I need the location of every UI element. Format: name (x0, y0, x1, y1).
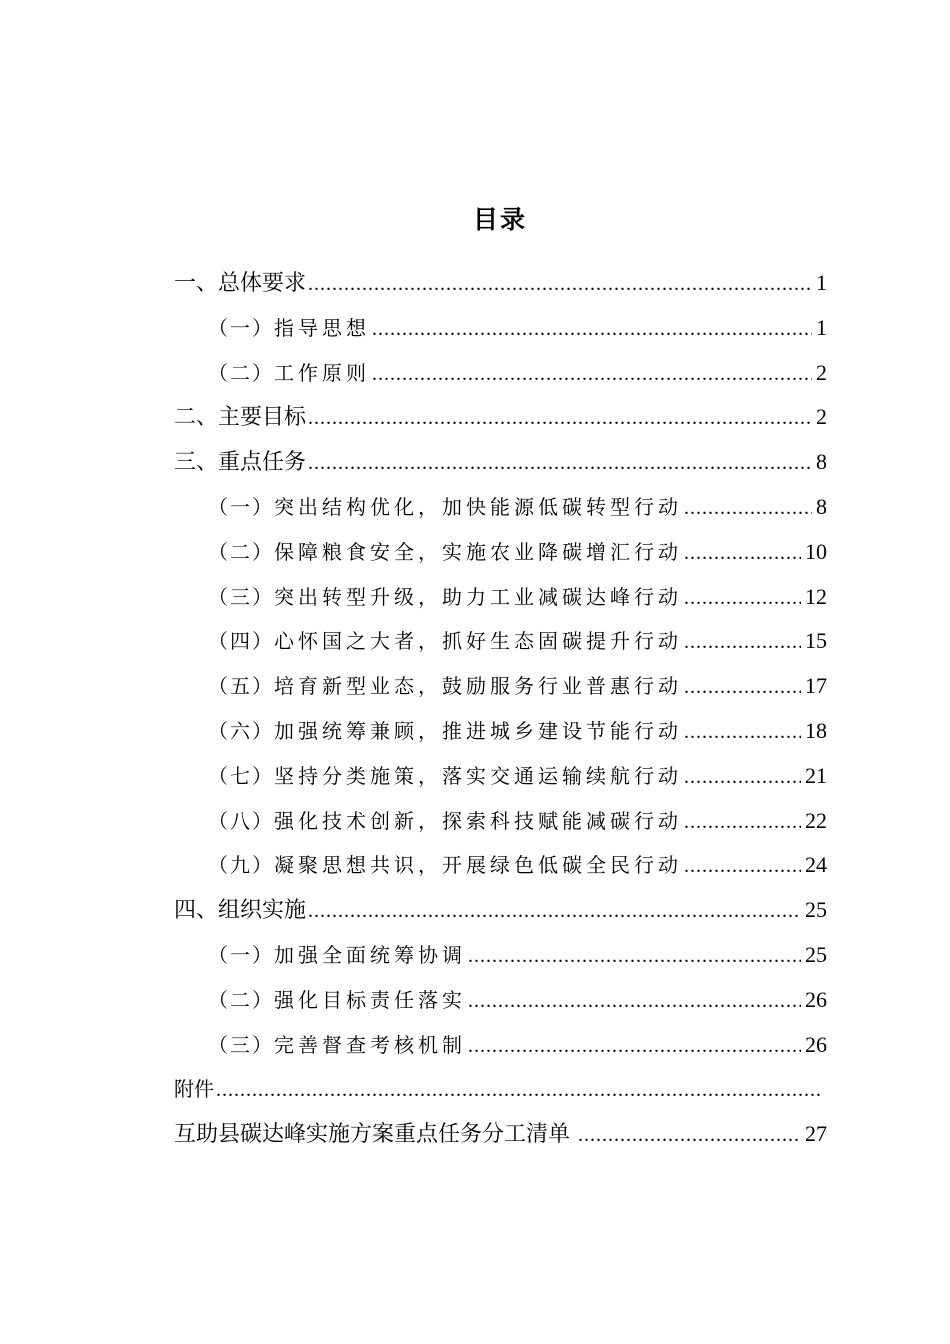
toc-entry[interactable] (174, 530, 827, 575)
toc-dot-leader (684, 576, 801, 621)
toc-dot-leader (684, 665, 801, 710)
toc-dot-leader (684, 710, 801, 755)
toc-dot-leader (308, 889, 801, 934)
toc-entry-page: 2 (816, 404, 827, 430)
toc-entry-number: （二） (208, 987, 274, 1012)
toc-dot-leader (468, 934, 801, 979)
toc-entry-label: 互助县碳达峰实施方案重点任务分工清单 (174, 1122, 571, 1148)
toc-entry-page: 1 (816, 314, 827, 340)
toc-dot-leader (684, 620, 801, 665)
toc-entry-label: 工作原则 (274, 360, 370, 385)
toc-entry-label: 加强全面统筹协调 (274, 942, 466, 967)
toc-dot-leader (468, 979, 801, 1024)
toc-entry-number: 一、 (174, 271, 219, 296)
toc-dot-leader (372, 352, 812, 397)
toc-entry[interactable] (174, 440, 827, 485)
toc-entry-label: 坚持分类施策，落实交通运输续航行动 (274, 763, 682, 788)
toc-entry-label: 强化目标责任落实 (274, 987, 466, 1012)
toc-entry[interactable] (174, 619, 827, 664)
page-title: 目录 (472, 205, 527, 234)
toc-entry[interactable] (174, 575, 827, 620)
toc-entry-number: 二、 (174, 405, 219, 431)
toc-entry-number: （一） (208, 494, 274, 519)
toc-entry-number: 三、 (174, 450, 219, 476)
toc-dot-leader (372, 307, 812, 352)
toc-entry[interactable] (174, 485, 827, 530)
toc-entry-page: 24 (805, 852, 827, 878)
toc-entry-label: 强化技术创新，探索科技赋能减碳行动 (274, 808, 682, 833)
toc-entry[interactable] (174, 754, 827, 799)
toc-entry-label: 心怀国之大者，抓好生态固碳提升行动 (274, 629, 682, 654)
toc-entry[interactable] (174, 978, 827, 1023)
toc-entry[interactable] (174, 933, 827, 978)
toc-entry-label: 培育新型业态，鼓励服务行业普惠行动 (274, 674, 682, 699)
toc-entry[interactable] (174, 709, 827, 754)
toc-entry-number: （六） (208, 718, 274, 743)
toc-entry[interactable] (174, 306, 827, 351)
toc-entry-label: 完善督查考核机制 (274, 1032, 466, 1057)
toc-dot-leader (578, 1113, 801, 1158)
toc-dot-leader (684, 800, 801, 845)
toc-entry-number: （一） (208, 942, 274, 967)
toc-entry-number: （二） (208, 360, 274, 385)
toc-dot-leader (684, 531, 801, 576)
toc-appendix-entry[interactable] (174, 1067, 827, 1112)
toc-entry-page: 8 (816, 449, 827, 475)
toc-entry[interactable] (174, 395, 827, 440)
toc-dot-leader (308, 396, 812, 441)
toc-entry-label: 加强统筹兼顾，推进城乡建设节能行动 (274, 718, 682, 743)
toc-entry-page: 26 (805, 1031, 827, 1057)
toc-entry-number: （五） (208, 674, 274, 699)
toc-entry-label: 凝聚思想共识，开展绿色低碳全民行动 (274, 853, 682, 878)
toc-entry-number: （三） (208, 1032, 274, 1057)
toc-dot-leader (468, 1024, 801, 1069)
toc-entry-page: 27 (805, 1121, 827, 1147)
toc-entry-label: 指导思想 (274, 315, 370, 340)
toc-entry-page: 12 (805, 583, 827, 609)
toc-entry[interactable] (174, 1023, 827, 1068)
toc-entry-page: 22 (805, 807, 827, 833)
toc-entry-number: （四） (208, 629, 274, 654)
toc-entry[interactable] (174, 843, 827, 888)
toc-entry-number: （一） (208, 315, 274, 340)
toc-entry-number: （七） (208, 763, 274, 788)
toc-entry-page: 25 (805, 897, 827, 923)
toc-dot-leader (684, 844, 801, 889)
toc-dot-leader (216, 1068, 821, 1113)
toc-entry-page: 18 (805, 717, 827, 743)
toc-entry-label: 保障粮食安全，实施农业降碳增汇行动 (274, 539, 682, 564)
toc-entry[interactable] (174, 799, 827, 844)
toc-entry-page: 25 (805, 941, 827, 967)
toc-entry-page: 1 (816, 270, 827, 295)
toc-entry-number: （三） (208, 584, 274, 609)
toc-entry-label: 主要目标 (218, 405, 307, 431)
toc-dot-leader (308, 262, 812, 307)
toc-entry-page: 15 (805, 628, 827, 654)
toc-entry-label: 附件 (174, 1077, 214, 1102)
toc-entry-number: （九） (208, 853, 274, 878)
toc-entry-label: 重点任务 (218, 450, 307, 476)
toc-entry-label: 突出转型升级，助力工业减碳达峰行动 (274, 584, 682, 609)
toc-entry-label: 组织实施 (218, 898, 307, 924)
toc-dot-leader (308, 441, 812, 486)
toc-entry[interactable] (174, 261, 827, 306)
toc-entry-page: 10 (805, 538, 827, 564)
toc-entry-page: 2 (816, 359, 827, 385)
toc-entry-page: 26 (805, 986, 827, 1012)
toc-dot-leader (684, 755, 801, 800)
toc-entry-page: 17 (805, 673, 827, 699)
table-of-contents (174, 261, 827, 1157)
toc-entry[interactable] (174, 664, 827, 709)
toc-entry-number: （八） (208, 808, 274, 833)
toc-entry-number: 四、 (174, 898, 219, 924)
toc-entry[interactable] (174, 888, 827, 933)
toc-entry-label: 总体要求 (218, 271, 307, 296)
toc-entry-number: （二） (208, 539, 274, 564)
toc-final-entry[interactable] (174, 1112, 827, 1157)
toc-entry-page: 8 (816, 493, 827, 519)
toc-entry[interactable] (174, 351, 827, 396)
toc-dot-leader (684, 486, 812, 531)
toc-entry-page: 21 (805, 762, 827, 788)
toc-entry-label: 突出结构优化，加快能源低碳转型行动 (274, 494, 682, 519)
